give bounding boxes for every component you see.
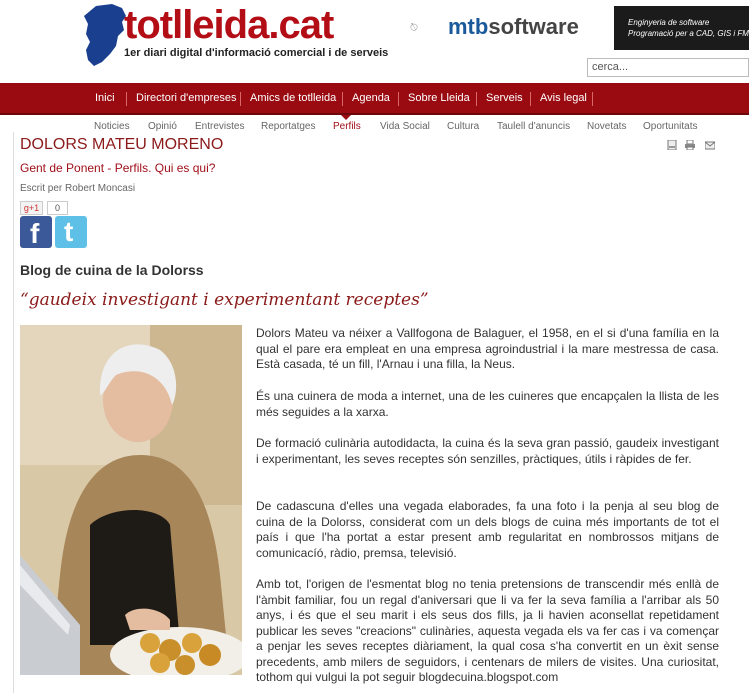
subnav-item-opinio[interactable]: Opinió xyxy=(148,121,177,132)
article-author: Escrit per Robert Moncasi xyxy=(20,183,136,194)
subnav-item-taulell[interactable]: Taulell d'anuncis xyxy=(497,121,571,132)
search-input[interactable]: cerca... xyxy=(587,58,749,77)
nav-item-avis-legal[interactable]: Avis legal xyxy=(540,92,587,104)
portrait-photo xyxy=(20,325,242,675)
subnav-item-reportatges[interactable]: Reportatges xyxy=(261,121,316,132)
google-plus-button[interactable] xyxy=(20,201,43,215)
nav-divider xyxy=(530,92,531,106)
email-icon[interactable] xyxy=(705,140,715,150)
pdf-icon[interactable] xyxy=(667,140,677,150)
gplus-icon: g xyxy=(23,203,29,213)
article-paragraph: És una cuinera de moda a internet, una de les cuineres que encapçalen la llista de les més seguides a la xarxa. xyxy=(256,389,719,419)
twitter-share-button[interactable] xyxy=(55,216,87,248)
subnav-item-oportunitats[interactable]: Oportunitats xyxy=(643,121,698,132)
article-paragraph: De formació culinària autodidacta, la cuina és la seva gran passió, gaudeix investigant i experimentant, les seves receptes són senzilles, pràctiques, útils i ràpides de fer. xyxy=(256,436,719,466)
facebook-icon: f xyxy=(30,218,40,249)
subnav-item-noticies[interactable]: Noticies xyxy=(94,121,130,132)
subnav-item-cultura[interactable]: Cultura xyxy=(447,121,480,132)
subnav-item-perfils[interactable]: Perfils xyxy=(333,121,361,132)
subnav-item-vida-social[interactable]: Vida Social xyxy=(380,121,430,132)
article-tools xyxy=(665,140,725,152)
nav-divider xyxy=(476,92,477,106)
subnav-item-entrevistes[interactable]: Entrevistes xyxy=(195,121,245,132)
twitter-icon: t xyxy=(64,216,74,247)
nav-divider xyxy=(126,92,127,106)
print-icon[interactable] xyxy=(685,140,695,150)
main-nav xyxy=(0,83,749,115)
article-paragraph: Dolors Mateu va néixer a Vallfogona de Balaguer, el 1958, en el si d'una família en la qual el pare era empleat en una empresa agroindustrial i la mare mestressa de casa. Està casada, té un fill, l'Arnau i una filla, la Neus. xyxy=(256,326,719,371)
article-quote: “gaudeix investigant i experimentant receptes” xyxy=(20,290,429,310)
banner-line: Programació per a CAD, GIS i FM xyxy=(628,29,749,38)
blog-heading: Blog de cuina de la Dolorss xyxy=(20,262,204,278)
article-paragraph: Amb tot, l'origen de l'esmentat blog no tenia pretensions de transcendir més enllà de l'àmbit familiar, fou un regal d'aniversari que li va fer la seva família a l'arribar als 50 anys, i és que el seu marit i els seus dos fills, ja li havien aconsellat repetidament publicar les seves "creacions" culinàries, aquesta vegada els va fer cas i va començar a penjar les seves receptes diàriament, la qual cosa s'ha convertit en un èxit sense precedents, amb milers de seguidors, i centenars de milers de visites. Una curiositat, tothom qui vulgui la pot seguir blogdecuina.blogspot.com xyxy=(256,577,719,684)
mtb-logo-icon[interactable] xyxy=(410,4,450,50)
sub-nav xyxy=(0,118,749,136)
site-logo-text[interactable]: totlleida.cat xyxy=(124,3,334,47)
banner-line: Enginyeria de software xyxy=(628,18,710,27)
sponsor-name[interactable]: mtbsoftware xyxy=(448,14,579,39)
nav-divider xyxy=(240,92,241,106)
nav-item-agenda[interactable]: Agenda xyxy=(352,92,390,104)
nav-divider xyxy=(592,92,593,106)
nav-item-serveis[interactable]: Serveis xyxy=(486,92,523,104)
nav-item-sobre-lleida[interactable]: Sobre Lleida xyxy=(408,92,470,104)
article-paragraph: De cadascuna d'elles una vegada elaborades, fa una foto i la penja al seu blog de cuina de la Dolorss, considerat com un dels blogs de cuina més importants de tot el país i que l'ha portat a estar present amb regularitat en nombrossos mitjans de comunicacíó, ràdio, premsa, televisió. xyxy=(256,499,719,560)
catalonia-map-icon[interactable] xyxy=(82,4,128,66)
gplus-count: 0 xyxy=(47,201,68,215)
gplus-label: +1 xyxy=(28,203,40,213)
nav-divider xyxy=(342,92,343,106)
site-header xyxy=(0,0,749,82)
sponsor-banner[interactable] xyxy=(614,6,749,50)
nav-item-amics[interactable]: Amics de totlleida xyxy=(250,92,337,104)
nav-divider xyxy=(398,92,399,106)
article-title[interactable]: DOLORS MATEU MORENO xyxy=(20,136,224,153)
nav-item-directori[interactable]: Directori d'empreses xyxy=(136,92,237,104)
article-category-link[interactable]: Gent de Ponent - Perfils. Qui es qui? xyxy=(20,161,216,175)
subnav-item-novetats[interactable]: Novetats xyxy=(587,121,627,132)
facebook-share-button[interactable] xyxy=(20,216,52,248)
site-tagline: 1er diari digital d'informació comercial i de serveis xyxy=(124,47,389,59)
content-border xyxy=(13,132,14,693)
nav-item-inici[interactable]: Inici xyxy=(95,92,115,104)
